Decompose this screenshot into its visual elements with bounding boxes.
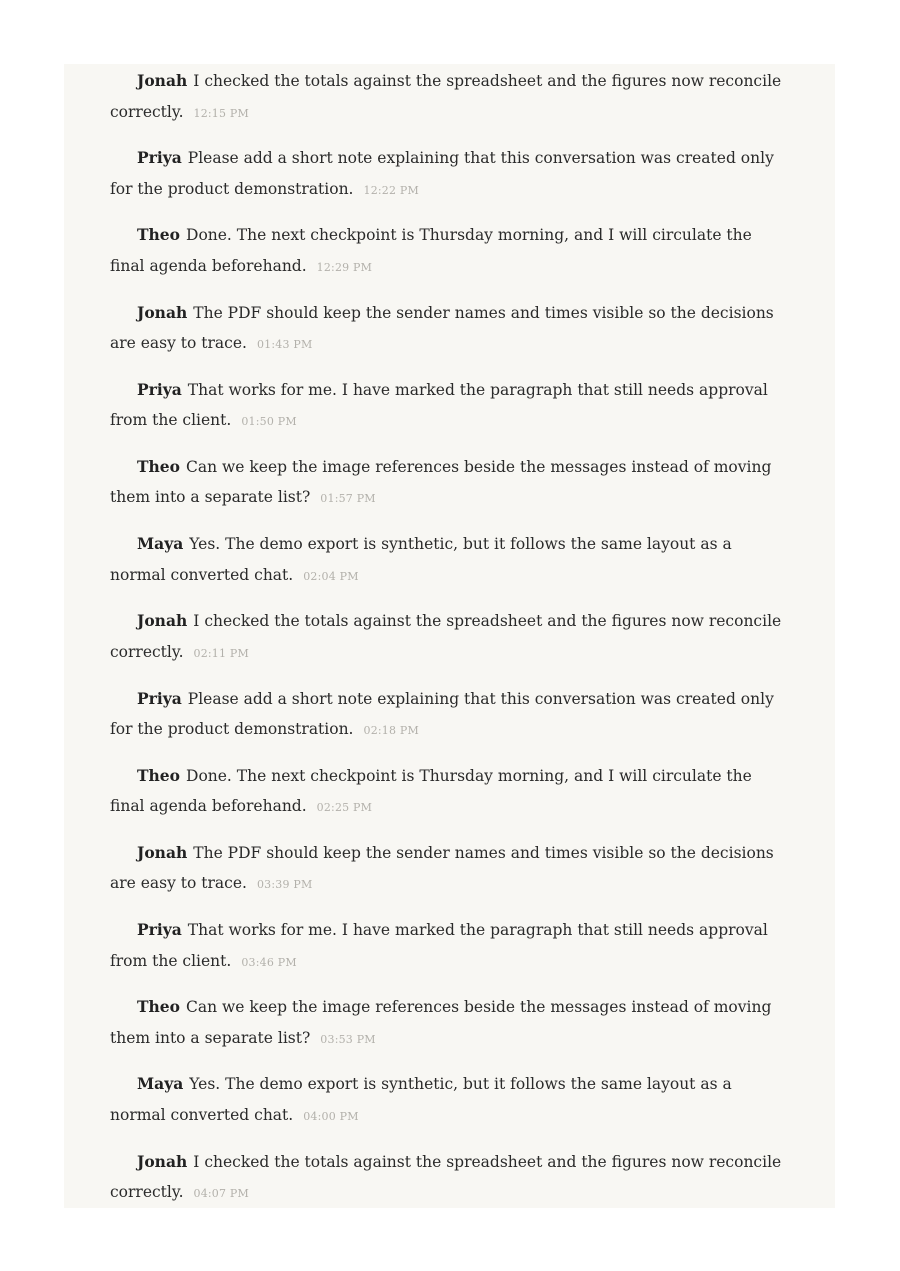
message-text: Can we keep the image references beside the messages instead of moving them into a separate list? — [110, 457, 772, 507]
sender-name: Jonah — [137, 842, 188, 862]
message-time: 03:46 PM — [241, 955, 297, 969]
message-time: 04:00 PM — [303, 1109, 359, 1123]
sender-name: Priya — [137, 148, 182, 168]
message-time: 03:39 PM — [256, 878, 313, 892]
message-text: Yes. The demo export is synthetic, but it follows the same layout as a normal converted chat. — [110, 535, 732, 584]
sender-name: Jonah — [137, 302, 188, 322]
message-time: 12:15 PM — [193, 106, 249, 120]
message — [110, 761, 790, 838]
sender-name: Jonah — [137, 71, 188, 90]
message-text: Please add a short note explaining that this conversation was created only for the product demonstration. — [110, 689, 774, 738]
message-text: The PDF should keep the sender names and times visible so the decisions are easy to trace. — [110, 303, 774, 353]
message — [110, 66, 790, 143]
sender-name: Jonah — [137, 1151, 188, 1171]
sender-name: Theo — [137, 225, 181, 245]
message-text: Can we keep the image references beside the messages instead of moving them into a separate list? — [110, 998, 772, 1047]
message-text: That works for me. I have marked the paragraph that still needs approval from the client. — [110, 380, 768, 430]
message-time: 01:57 PM — [320, 492, 376, 506]
message-text: Yes. The demo export is synthetic, but it follows the same layout as a normal converted chat. — [110, 1075, 732, 1124]
message — [110, 1069, 790, 1146]
message — [110, 684, 790, 761]
message — [110, 1147, 790, 1224]
sender-name: Theo — [137, 765, 181, 785]
message-text: I checked the totals against the spreadsheet and the figures now reconcile correctly. — [110, 72, 782, 121]
message-text: Done. The next checkpoint is Thursday morning, and I will circulate the final agenda beforehand. — [110, 226, 752, 275]
message — [110, 298, 790, 375]
message-time: 01:50 PM — [241, 415, 297, 429]
sender-name: Jonah — [137, 611, 188, 631]
message — [110, 220, 790, 297]
message-text: Done. The next checkpoint is Thursday morning, and I will circulate the final agenda beforehand. — [110, 766, 752, 816]
message-text: The PDF should keep the sender names and times visible so the decisions are easy to trace. — [110, 843, 774, 893]
message — [110, 992, 790, 1069]
message — [110, 915, 790, 992]
message-time: 02:04 PM — [303, 569, 359, 583]
sender-name: Theo — [137, 997, 181, 1017]
sender-name: Priya — [137, 688, 182, 708]
message-time: 02:18 PM — [363, 724, 419, 737]
message-text: That works for me. I have marked the paragraph that still needs approval from the client. — [110, 921, 768, 970]
sender-name: Priya — [137, 920, 182, 940]
message — [110, 143, 790, 220]
message — [110, 529, 790, 606]
message-time: 04:07 PM — [193, 1187, 249, 1201]
message — [110, 452, 790, 529]
message — [110, 838, 790, 915]
message-time: 02:11 PM — [193, 646, 249, 660]
message-time: 02:25 PM — [316, 801, 373, 815]
sender-name: Theo — [137, 456, 181, 476]
message-time: 03:53 PM — [320, 1032, 376, 1046]
message — [110, 606, 790, 683]
sender-name: Maya — [137, 534, 184, 554]
message-text: I checked the totals against the spreadsheet and the figures now reconcile correctly. — [110, 612, 782, 661]
sender-name: Priya — [137, 379, 182, 399]
message-list — [110, 66, 790, 1224]
sender-name: Maya — [137, 1074, 184, 1094]
message-time: 12:22 PM — [363, 183, 419, 197]
message-text: Please add a short note explaining that this conversation was created only for the product demonstration. — [110, 149, 774, 198]
message-time: 12:29 PM — [316, 260, 373, 274]
message-time: 01:43 PM — [256, 338, 313, 352]
message — [110, 375, 790, 452]
message-text: I checked the totals against the spreadsheet and the figures now reconcile correctly. — [110, 1152, 782, 1202]
